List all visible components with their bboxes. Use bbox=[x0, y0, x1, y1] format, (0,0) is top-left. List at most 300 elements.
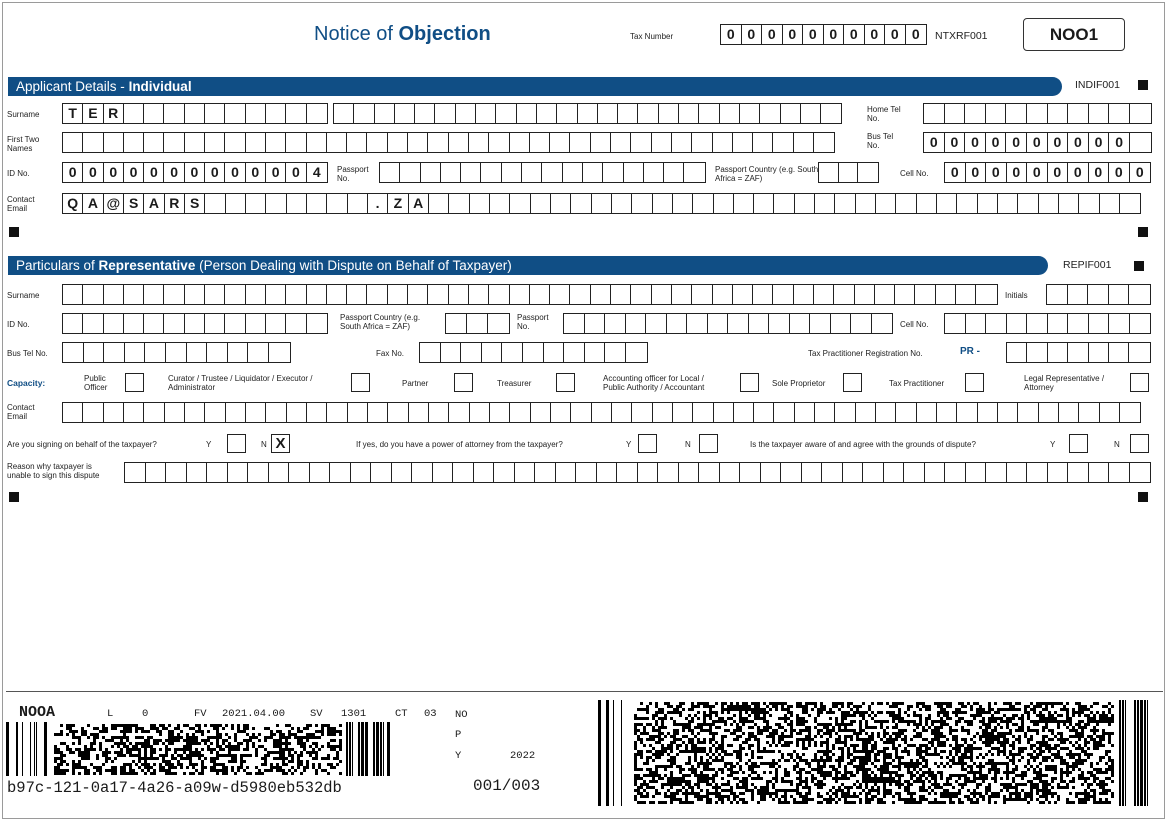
char-box[interactable] bbox=[699, 104, 719, 123]
char-box[interactable] bbox=[510, 285, 530, 304]
char-box[interactable] bbox=[266, 194, 286, 213]
capacity-legal-representative-checkbox[interactable] bbox=[1130, 373, 1149, 392]
char-box[interactable] bbox=[205, 194, 225, 213]
char-box[interactable] bbox=[348, 403, 368, 422]
char-box[interactable]: R bbox=[104, 104, 124, 123]
char-box[interactable] bbox=[814, 285, 834, 304]
char-box[interactable] bbox=[286, 314, 306, 333]
char-box[interactable] bbox=[441, 163, 461, 182]
char-box[interactable] bbox=[585, 343, 606, 362]
char-box[interactable] bbox=[769, 314, 790, 333]
bus-tel-field[interactable] bbox=[923, 132, 1152, 153]
rep-bus-tel-field[interactable] bbox=[62, 342, 291, 363]
char-box[interactable] bbox=[246, 285, 266, 304]
char-box[interactable] bbox=[104, 403, 124, 422]
char-box[interactable] bbox=[917, 403, 937, 422]
char-box[interactable] bbox=[966, 314, 987, 333]
char-box[interactable] bbox=[835, 194, 855, 213]
char-box[interactable] bbox=[481, 163, 501, 182]
char-box[interactable] bbox=[551, 194, 571, 213]
char-box[interactable]: 0 bbox=[924, 133, 945, 152]
char-box[interactable] bbox=[1027, 463, 1048, 482]
char-box[interactable] bbox=[185, 133, 205, 152]
capacity-tax-practitioner-checkbox[interactable] bbox=[965, 373, 984, 392]
char-box[interactable] bbox=[530, 285, 550, 304]
char-box[interactable] bbox=[978, 403, 998, 422]
char-box[interactable] bbox=[375, 104, 395, 123]
char-box[interactable] bbox=[618, 104, 638, 123]
char-box[interactable] bbox=[790, 314, 811, 333]
char-box[interactable] bbox=[351, 463, 372, 482]
char-box[interactable] bbox=[819, 163, 839, 182]
char-box[interactable]: 0 bbox=[1089, 133, 1110, 152]
char-box[interactable] bbox=[63, 314, 83, 333]
char-box[interactable] bbox=[287, 403, 307, 422]
char-box[interactable] bbox=[63, 343, 84, 362]
char-box[interactable]: 0 bbox=[225, 163, 245, 182]
char-box[interactable] bbox=[83, 285, 103, 304]
char-box[interactable] bbox=[998, 194, 1018, 213]
char-box[interactable] bbox=[556, 463, 577, 482]
char-box[interactable] bbox=[632, 194, 652, 213]
char-box[interactable] bbox=[228, 343, 249, 362]
char-box[interactable] bbox=[653, 194, 673, 213]
char-box[interactable] bbox=[638, 463, 659, 482]
char-box[interactable] bbox=[638, 104, 658, 123]
char-box[interactable] bbox=[855, 285, 875, 304]
char-box[interactable] bbox=[1006, 104, 1027, 123]
char-box[interactable] bbox=[576, 463, 597, 482]
char-box[interactable] bbox=[412, 463, 433, 482]
char-box[interactable] bbox=[571, 403, 591, 422]
char-box[interactable] bbox=[510, 194, 530, 213]
char-box[interactable] bbox=[246, 314, 266, 333]
char-box[interactable] bbox=[876, 194, 896, 213]
char-box[interactable] bbox=[187, 463, 208, 482]
char-box[interactable] bbox=[612, 403, 632, 422]
char-box[interactable] bbox=[266, 285, 286, 304]
char-box[interactable] bbox=[872, 314, 893, 333]
char-box[interactable] bbox=[488, 314, 509, 333]
char-box[interactable] bbox=[476, 104, 496, 123]
char-box[interactable] bbox=[415, 104, 435, 123]
char-box[interactable] bbox=[564, 314, 585, 333]
char-box[interactable] bbox=[207, 343, 228, 362]
rep-id-field[interactable] bbox=[62, 313, 328, 334]
char-box[interactable]: Z bbox=[388, 194, 408, 213]
char-box[interactable] bbox=[1047, 285, 1068, 304]
char-box[interactable] bbox=[327, 133, 347, 152]
char-box[interactable] bbox=[1068, 343, 1088, 362]
char-box[interactable] bbox=[896, 403, 916, 422]
char-box[interactable] bbox=[421, 163, 441, 182]
char-box[interactable] bbox=[1048, 104, 1069, 123]
char-box[interactable] bbox=[781, 463, 802, 482]
char-box[interactable] bbox=[605, 314, 626, 333]
char-box[interactable]: 0 bbox=[1068, 133, 1089, 152]
char-box[interactable] bbox=[144, 285, 164, 304]
char-box[interactable]: S bbox=[185, 194, 205, 213]
char-box[interactable] bbox=[469, 133, 489, 152]
char-box[interactable]: E bbox=[83, 104, 103, 123]
first-names-field[interactable] bbox=[62, 132, 835, 153]
char-box[interactable] bbox=[494, 463, 515, 482]
char-box[interactable]: 0 bbox=[1006, 133, 1027, 152]
char-box[interactable] bbox=[246, 104, 266, 123]
char-box[interactable] bbox=[965, 104, 986, 123]
char-box[interactable] bbox=[246, 403, 266, 422]
char-box[interactable] bbox=[557, 104, 577, 123]
char-box[interactable] bbox=[205, 133, 225, 152]
char-box[interactable] bbox=[612, 194, 632, 213]
char-box[interactable] bbox=[83, 314, 103, 333]
char-box[interactable] bbox=[522, 163, 542, 182]
char-box[interactable] bbox=[1059, 403, 1079, 422]
char-box[interactable] bbox=[570, 285, 590, 304]
char-box[interactable] bbox=[1089, 314, 1110, 333]
char-box[interactable] bbox=[936, 285, 956, 304]
home-tel-field[interactable] bbox=[923, 103, 1152, 124]
applicant-surname-field[interactable] bbox=[62, 103, 328, 124]
char-box[interactable]: @ bbox=[104, 194, 124, 213]
char-box[interactable] bbox=[429, 403, 449, 422]
char-box[interactable] bbox=[347, 133, 367, 152]
char-box[interactable] bbox=[915, 285, 935, 304]
char-box[interactable] bbox=[187, 343, 208, 362]
char-box[interactable] bbox=[1089, 104, 1110, 123]
char-box[interactable] bbox=[667, 314, 688, 333]
char-box[interactable] bbox=[164, 314, 184, 333]
char-box[interactable] bbox=[1100, 403, 1120, 422]
email-field[interactable] bbox=[62, 193, 1141, 214]
char-box[interactable] bbox=[749, 314, 770, 333]
char-box[interactable] bbox=[446, 314, 467, 333]
char-box[interactable] bbox=[672, 285, 692, 304]
char-box[interactable] bbox=[761, 463, 782, 482]
char-box[interactable] bbox=[966, 463, 987, 482]
char-box[interactable] bbox=[801, 104, 821, 123]
capacity-sole-proprietor-checkbox[interactable] bbox=[843, 373, 862, 392]
char-box[interactable]: 0 bbox=[83, 163, 103, 182]
char-box[interactable] bbox=[327, 285, 347, 304]
char-box[interactable] bbox=[388, 285, 408, 304]
char-box[interactable] bbox=[124, 403, 144, 422]
char-box[interactable] bbox=[489, 133, 509, 152]
char-box[interactable]: 0 bbox=[205, 163, 225, 182]
char-box[interactable] bbox=[998, 403, 1018, 422]
char-box[interactable] bbox=[1130, 133, 1151, 152]
char-box[interactable] bbox=[327, 403, 347, 422]
char-box[interactable] bbox=[1109, 285, 1130, 304]
char-box[interactable] bbox=[461, 343, 482, 362]
char-box[interactable] bbox=[617, 463, 638, 482]
char-box[interactable] bbox=[144, 104, 164, 123]
char-box[interactable] bbox=[185, 104, 205, 123]
char-box[interactable]: 0 bbox=[721, 25, 742, 44]
char-box[interactable] bbox=[226, 194, 246, 213]
char-box[interactable] bbox=[449, 403, 469, 422]
char-box[interactable] bbox=[815, 403, 835, 422]
char-box[interactable]: . bbox=[368, 194, 388, 213]
char-box[interactable] bbox=[1039, 403, 1059, 422]
char-box[interactable]: Q bbox=[63, 194, 83, 213]
char-box[interactable] bbox=[896, 194, 916, 213]
char-box[interactable] bbox=[490, 403, 510, 422]
char-box[interactable] bbox=[734, 403, 754, 422]
tax-number-field[interactable] bbox=[720, 24, 927, 45]
char-box[interactable] bbox=[146, 463, 167, 482]
char-box[interactable] bbox=[104, 285, 124, 304]
char-box[interactable]: 0 bbox=[104, 163, 124, 182]
char-box[interactable] bbox=[692, 285, 712, 304]
char-box[interactable] bbox=[428, 133, 448, 152]
char-box[interactable] bbox=[945, 463, 966, 482]
char-box[interactable] bbox=[986, 104, 1007, 123]
char-box[interactable] bbox=[626, 343, 647, 362]
char-box[interactable] bbox=[1088, 285, 1109, 304]
char-box[interactable] bbox=[124, 104, 144, 123]
char-box[interactable] bbox=[646, 314, 667, 333]
char-box[interactable] bbox=[858, 163, 878, 182]
char-box[interactable] bbox=[502, 343, 523, 362]
char-box[interactable] bbox=[523, 343, 544, 362]
char-box[interactable] bbox=[165, 403, 185, 422]
aware-no-checkbox[interactable] bbox=[1130, 434, 1149, 453]
char-box[interactable] bbox=[289, 463, 310, 482]
signing-yes-checkbox[interactable] bbox=[227, 434, 246, 453]
char-box[interactable] bbox=[269, 343, 290, 362]
char-box[interactable] bbox=[592, 194, 612, 213]
char-box[interactable] bbox=[714, 194, 734, 213]
char-box[interactable]: 0 bbox=[885, 25, 906, 44]
char-box[interactable] bbox=[728, 314, 749, 333]
char-box[interactable] bbox=[392, 463, 413, 482]
char-box[interactable]: 0 bbox=[1109, 163, 1130, 182]
char-box[interactable] bbox=[166, 343, 187, 362]
char-box[interactable]: 0 bbox=[945, 133, 966, 152]
char-box[interactable]: 0 bbox=[844, 25, 865, 44]
char-box[interactable]: 0 bbox=[124, 163, 144, 182]
char-box[interactable] bbox=[348, 194, 368, 213]
capacity-accounting-officer-checkbox[interactable] bbox=[740, 373, 759, 392]
char-box[interactable] bbox=[740, 463, 761, 482]
char-box[interactable] bbox=[834, 285, 854, 304]
char-box[interactable] bbox=[368, 403, 388, 422]
char-box[interactable] bbox=[307, 285, 327, 304]
char-box[interactable] bbox=[673, 194, 693, 213]
practitioner-reg-field[interactable] bbox=[1006, 342, 1151, 363]
char-box[interactable] bbox=[1109, 343, 1129, 362]
char-box[interactable] bbox=[895, 285, 915, 304]
char-box[interactable]: 0 bbox=[1109, 133, 1130, 152]
char-box[interactable] bbox=[684, 163, 704, 182]
char-box[interactable] bbox=[469, 285, 489, 304]
char-box[interactable]: 0 bbox=[824, 25, 845, 44]
char-box[interactable] bbox=[1109, 104, 1130, 123]
char-box[interactable] bbox=[692, 133, 712, 152]
char-box[interactable] bbox=[1130, 104, 1151, 123]
char-box[interactable] bbox=[310, 463, 331, 482]
char-box[interactable] bbox=[937, 194, 957, 213]
char-box[interactable] bbox=[307, 194, 327, 213]
char-box[interactable] bbox=[659, 104, 679, 123]
char-box[interactable] bbox=[225, 314, 245, 333]
char-box[interactable] bbox=[679, 104, 699, 123]
char-box[interactable] bbox=[1048, 314, 1069, 333]
char-box[interactable] bbox=[470, 403, 490, 422]
capacity-partner-checkbox[interactable] bbox=[454, 373, 473, 392]
char-box[interactable] bbox=[1007, 343, 1027, 362]
char-box[interactable] bbox=[449, 285, 469, 304]
passport-country-field[interactable] bbox=[818, 162, 879, 183]
char-box[interactable] bbox=[1068, 314, 1089, 333]
char-box[interactable] bbox=[591, 285, 611, 304]
char-box[interactable] bbox=[774, 403, 794, 422]
char-box[interactable] bbox=[1068, 463, 1089, 482]
rep-fax-field[interactable] bbox=[419, 342, 648, 363]
char-box[interactable]: 0 bbox=[185, 163, 205, 182]
char-box[interactable] bbox=[1079, 194, 1099, 213]
char-box[interactable] bbox=[544, 343, 565, 362]
char-box[interactable]: 4 bbox=[312, 164, 321, 180]
char-box[interactable] bbox=[205, 104, 225, 123]
char-box[interactable] bbox=[1007, 463, 1028, 482]
char-box[interactable] bbox=[269, 463, 290, 482]
char-box[interactable] bbox=[578, 104, 598, 123]
char-box[interactable] bbox=[246, 194, 266, 213]
char-box[interactable]: 0 bbox=[986, 163, 1007, 182]
char-box[interactable] bbox=[1120, 194, 1140, 213]
char-box[interactable] bbox=[773, 285, 793, 304]
char-box[interactable] bbox=[84, 343, 105, 362]
char-box[interactable] bbox=[1018, 403, 1038, 422]
aware-yes-checkbox[interactable] bbox=[1069, 434, 1088, 453]
char-box[interactable] bbox=[740, 104, 760, 123]
char-box[interactable] bbox=[822, 463, 843, 482]
char-box[interactable] bbox=[713, 133, 733, 152]
char-box[interactable] bbox=[461, 163, 481, 182]
char-box[interactable] bbox=[884, 463, 905, 482]
char-box[interactable] bbox=[585, 314, 606, 333]
char-box[interactable]: 0 bbox=[783, 25, 804, 44]
char-box[interactable] bbox=[104, 343, 125, 362]
passport-field[interactable] bbox=[379, 162, 706, 183]
char-box[interactable] bbox=[658, 463, 679, 482]
char-box[interactable] bbox=[644, 163, 664, 182]
char-box[interactable] bbox=[408, 133, 428, 152]
char-box[interactable] bbox=[956, 285, 976, 304]
char-box[interactable] bbox=[831, 314, 852, 333]
char-box[interactable] bbox=[185, 403, 205, 422]
char-box[interactable]: 0 bbox=[1089, 163, 1110, 182]
char-box[interactable] bbox=[733, 285, 753, 304]
char-box[interactable] bbox=[286, 285, 306, 304]
char-box[interactable] bbox=[542, 163, 562, 182]
char-box[interactable] bbox=[510, 133, 530, 152]
char-box[interactable] bbox=[876, 403, 896, 422]
char-box[interactable] bbox=[248, 343, 269, 362]
char-box[interactable] bbox=[976, 285, 996, 304]
char-box[interactable] bbox=[435, 104, 455, 123]
char-box[interactable] bbox=[207, 463, 228, 482]
char-box[interactable] bbox=[456, 104, 476, 123]
char-box[interactable] bbox=[83, 133, 103, 152]
char-box[interactable] bbox=[611, 133, 631, 152]
char-box[interactable] bbox=[564, 343, 585, 362]
char-box[interactable]: 0 bbox=[1048, 163, 1069, 182]
char-box[interactable] bbox=[937, 403, 957, 422]
char-box[interactable] bbox=[924, 104, 945, 123]
char-box[interactable] bbox=[631, 285, 651, 304]
char-box[interactable] bbox=[714, 403, 734, 422]
char-box[interactable] bbox=[835, 403, 855, 422]
char-box[interactable] bbox=[733, 133, 753, 152]
char-box[interactable] bbox=[517, 104, 537, 123]
char-box[interactable] bbox=[307, 104, 327, 123]
char-box[interactable] bbox=[925, 463, 946, 482]
char-box[interactable] bbox=[164, 104, 184, 123]
char-box[interactable] bbox=[537, 104, 557, 123]
char-box[interactable] bbox=[433, 463, 454, 482]
char-box[interactable] bbox=[810, 314, 831, 333]
char-box[interactable] bbox=[125, 343, 146, 362]
char-box[interactable] bbox=[371, 463, 392, 482]
char-box[interactable] bbox=[978, 194, 998, 213]
char-box[interactable] bbox=[104, 314, 124, 333]
char-box[interactable] bbox=[773, 133, 793, 152]
char-box[interactable] bbox=[821, 104, 841, 123]
char-box[interactable] bbox=[502, 163, 522, 182]
char-box[interactable] bbox=[449, 133, 469, 152]
char-box[interactable] bbox=[605, 343, 626, 362]
char-box[interactable] bbox=[510, 403, 530, 422]
char-box[interactable] bbox=[408, 285, 428, 304]
char-box[interactable]: T bbox=[63, 104, 83, 123]
char-box[interactable] bbox=[1059, 194, 1079, 213]
char-box[interactable] bbox=[1100, 194, 1120, 213]
char-box[interactable] bbox=[367, 285, 387, 304]
char-box[interactable] bbox=[713, 285, 733, 304]
char-box[interactable] bbox=[672, 133, 692, 152]
char-box[interactable] bbox=[720, 104, 740, 123]
rep-initials-field[interactable] bbox=[1046, 284, 1151, 305]
char-box[interactable] bbox=[563, 163, 583, 182]
char-box[interactable]: 0 bbox=[286, 163, 306, 182]
char-box[interactable] bbox=[327, 194, 347, 213]
char-box[interactable] bbox=[754, 403, 774, 422]
char-box[interactable] bbox=[467, 314, 488, 333]
char-box[interactable] bbox=[144, 314, 164, 333]
char-box[interactable] bbox=[673, 403, 693, 422]
char-box[interactable] bbox=[551, 403, 571, 422]
char-box[interactable] bbox=[603, 163, 623, 182]
char-box[interactable] bbox=[1039, 194, 1059, 213]
char-box[interactable] bbox=[185, 285, 205, 304]
char-box[interactable] bbox=[550, 133, 570, 152]
char-box[interactable] bbox=[490, 194, 510, 213]
char-box[interactable] bbox=[164, 133, 184, 152]
char-box[interactable] bbox=[1129, 343, 1149, 362]
char-box[interactable] bbox=[1089, 463, 1110, 482]
char-box[interactable] bbox=[863, 463, 884, 482]
char-box[interactable] bbox=[795, 194, 815, 213]
char-box[interactable] bbox=[441, 343, 462, 362]
char-box[interactable] bbox=[843, 463, 864, 482]
char-box[interactable]: 0 bbox=[1068, 163, 1089, 182]
char-box[interactable]: 0 bbox=[965, 133, 986, 152]
char-box[interactable] bbox=[307, 403, 327, 422]
char-box[interactable] bbox=[63, 133, 83, 152]
